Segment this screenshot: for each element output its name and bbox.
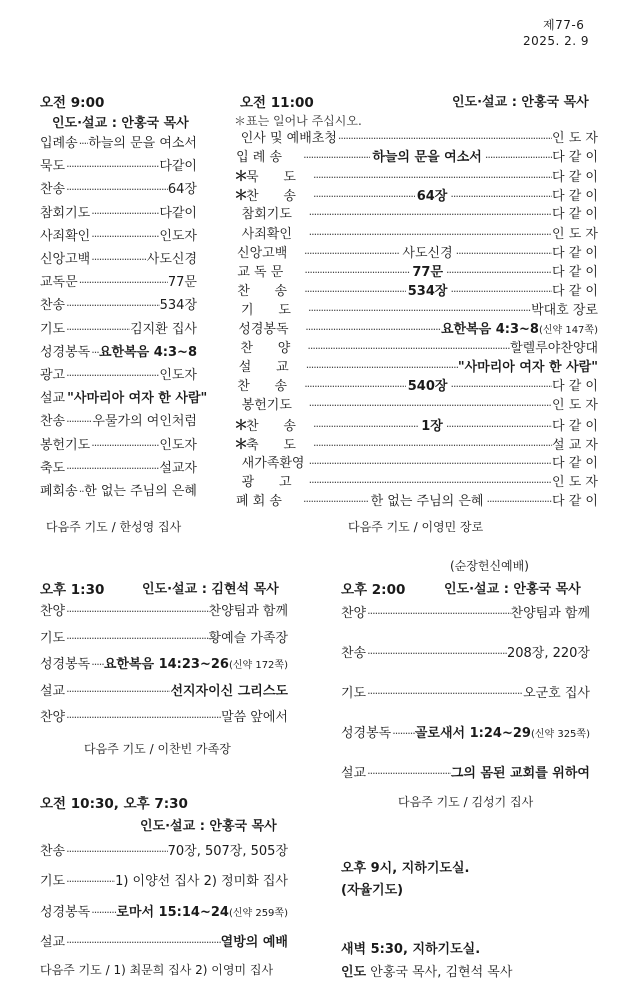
order-row <box>234 228 598 241</box>
order-row <box>40 485 197 498</box>
order-label: 성경봉독 <box>341 726 392 741</box>
order-value: 인 도 자 <box>552 474 598 490</box>
order-label: 찬송 <box>40 844 66 859</box>
dot-leader <box>90 659 104 670</box>
order-value: 다 같 이 <box>552 264 598 280</box>
order-row <box>341 767 590 780</box>
dot-leader <box>90 347 99 358</box>
order-value: 534장 <box>159 298 197 314</box>
order-row <box>40 160 197 173</box>
order-value: 박대호 장로 <box>531 302 598 318</box>
order-label: 기도 <box>40 874 66 890</box>
order-value: 다 같 이 <box>552 418 598 434</box>
order-detail: 한 없는 주님의 은혜 <box>370 493 484 509</box>
dot-leader <box>90 440 159 451</box>
dot-leader <box>445 267 552 278</box>
dot-leader <box>391 728 415 739</box>
order-value: 한 없는 주님의 은혜 <box>84 484 197 499</box>
order-label: 축 도 <box>246 437 296 453</box>
service-1030-leader: 인도·설교 : 안홍국 목사 <box>140 819 277 834</box>
order-row <box>234 151 598 164</box>
order-value: 인 도 자 <box>552 226 598 242</box>
order-value: 다 같 이 <box>552 283 598 299</box>
order-value: 요한복음 4:3~8 <box>440 322 539 337</box>
order-value: 다 같 이 <box>552 379 598 395</box>
order-row <box>234 170 598 184</box>
dot-leader <box>90 907 116 918</box>
order-row <box>234 399 598 412</box>
order-label: 찬 송 <box>246 418 296 434</box>
order-label: 교 독 문 <box>237 264 284 280</box>
order-row <box>234 132 598 145</box>
dot-leader <box>306 343 510 354</box>
order-value: 선지자이신 그리스도 <box>170 683 288 699</box>
order-label: 봉헌기도 <box>40 437 91 453</box>
order-row <box>40 183 197 196</box>
order-label: 광 고 <box>241 474 292 490</box>
service-2pm-title: 오후 2:00 <box>341 582 406 598</box>
dot-leader <box>65 712 221 723</box>
order-detail: 64장 <box>416 189 448 205</box>
service-130pm-leader: 인도·설교 : 김현석 목사 <box>142 582 279 597</box>
order-label: 사죄확인 <box>40 228 91 244</box>
order-label: 설교 <box>341 766 367 781</box>
dot-leader <box>65 937 221 948</box>
order-row <box>40 253 197 266</box>
page-reference: (신약 259쪽) <box>228 907 288 919</box>
order-value: 70장, 507장, 505장 <box>167 844 288 859</box>
order-label: 참회기도 <box>241 207 292 223</box>
dawn-prayer-leaders <box>341 961 512 980</box>
order-value: 인 도 자 <box>552 398 598 414</box>
dot-leader <box>65 324 130 335</box>
dot-leader <box>312 191 415 202</box>
order-value: 요한복음 4:3~8 <box>99 344 197 360</box>
dot-leader <box>304 324 441 335</box>
order-label: 폐회송 <box>40 484 78 499</box>
bulletin-date: 2025. 2. 9 <box>523 34 590 48</box>
dot-leader <box>65 184 168 195</box>
dawn-prayer-time: 새벽 5:30, 지하기도실. <box>341 942 481 957</box>
order-row <box>40 391 208 407</box>
dot-leader <box>65 300 160 311</box>
order-label: 입 례 송 <box>236 150 283 166</box>
dot-leader <box>65 463 159 474</box>
dot-leader <box>366 768 451 779</box>
order-detail: 하늘의 문을 여소서 <box>372 150 482 166</box>
order-detail: 1장 <box>421 418 443 434</box>
order-row <box>234 285 598 298</box>
dot-leader <box>90 231 159 242</box>
order-label: 봉헌기도 <box>241 398 292 414</box>
dot-leader <box>312 440 552 451</box>
order-label: 성경봉독 <box>40 344 91 360</box>
order-value: 다 같 이 <box>552 493 598 509</box>
dot-leader <box>65 416 92 427</box>
order-row <box>234 208 598 221</box>
order-row <box>234 189 598 203</box>
standing-note: ＊표는 일어나 주십시오. <box>234 114 362 128</box>
order-value: 우물가의 여인처럼 <box>92 414 197 430</box>
order-detail: 사도신경 <box>402 245 453 261</box>
order-row <box>234 438 598 452</box>
order-value: 사도신경 <box>146 252 197 267</box>
order-value: 김지환 집사 <box>130 321 197 337</box>
order-row <box>40 323 197 336</box>
dot-leader <box>303 267 410 278</box>
page-reference: (신약 147쪽) <box>538 325 598 336</box>
service-130pm-title: 오후 1:30 <box>40 582 105 598</box>
dot-leader <box>366 608 510 619</box>
dot-leader <box>307 305 531 316</box>
order-label: 새가족환영 <box>241 455 305 471</box>
order-row <box>40 462 197 475</box>
dot-leader <box>65 633 208 644</box>
order-value: 인도자 <box>159 228 197 244</box>
order-value: 골로새서 1:24~29 <box>414 726 531 741</box>
order-value: 인도자 <box>159 368 197 383</box>
order-row <box>341 687 590 700</box>
order-detail: 77문 <box>412 264 444 280</box>
order-value: 찬양팀과 함께 <box>208 604 288 619</box>
order-row <box>40 137 197 150</box>
order-value: 찬양팀과 함께 <box>510 606 590 621</box>
dawn-lead-names: 안홍국 목사, 김현석 목사 <box>370 965 513 980</box>
order-label: 찬송 <box>40 298 66 314</box>
order-value: 다 같 이 <box>552 245 598 261</box>
service-9am-title: 오전 9:00 <box>40 95 105 111</box>
service-2pm-subtitle: (순장헌신예배) <box>450 559 529 573</box>
night-prayer-time: 오후 9시, 지하기도실. <box>341 861 470 876</box>
order-label: 찬송 <box>40 414 66 430</box>
order-row <box>40 439 197 452</box>
order-value: 77문 <box>167 275 197 291</box>
order-label: 신앙고백 <box>40 252 91 267</box>
order-value: 64장 <box>167 182 197 198</box>
order-value: 다 같 이 <box>552 189 598 205</box>
page-reference: (신약 325쪽) <box>530 729 590 740</box>
order-row <box>40 207 197 220</box>
standing-mark: ＊ <box>234 436 248 453</box>
dot-leader <box>308 229 552 240</box>
standing-mark: ＊ <box>234 169 248 186</box>
order-row <box>234 247 598 260</box>
order-row <box>40 299 197 312</box>
dot-leader <box>449 191 552 202</box>
order-value: 로마서 15:14~24 <box>116 904 229 920</box>
dot-leader <box>312 421 419 432</box>
dot-leader <box>65 846 168 857</box>
dot-leader <box>312 172 552 183</box>
dot-leader <box>308 400 552 411</box>
order-label: 축도 <box>40 460 66 476</box>
order-row <box>40 658 288 671</box>
order-detail: 540장 <box>407 379 448 395</box>
order-label: 참회기도 <box>40 205 91 221</box>
service-11am-title: 오전 11:00 <box>240 95 314 111</box>
dot-leader <box>65 161 159 172</box>
order-row <box>40 605 288 618</box>
dot-leader <box>302 152 370 163</box>
page-reference: (신약 172쪽) <box>228 660 288 671</box>
order-row <box>341 647 590 660</box>
order-label: 성경봉독 <box>40 657 91 672</box>
dot-leader <box>449 286 552 297</box>
order-row <box>40 346 197 359</box>
order-value: 다 같 이 <box>552 455 598 471</box>
order-label: 찬 송 <box>246 189 296 205</box>
order-row <box>40 845 288 858</box>
order-label: 찬 양 <box>240 341 291 357</box>
order-row <box>40 685 288 698</box>
dot-leader <box>366 688 523 699</box>
order-label: 기도 <box>40 321 66 337</box>
order-detail: 534장 <box>407 283 448 299</box>
service-11am-leader: 인도·설교 : 안홍국 목사 <box>452 95 589 110</box>
order-row <box>341 727 590 740</box>
order-row <box>341 607 590 620</box>
order-label: 기도 <box>341 686 367 701</box>
order-value: 인 도 자 <box>552 131 598 146</box>
order-row <box>234 380 598 393</box>
order-value: "사마리아 여자 한 사람" <box>67 391 208 407</box>
order-row <box>234 323 598 336</box>
order-label: 기 도 <box>241 302 291 318</box>
service-2pm-leader: 인도·설교 : 안홍국 목사 <box>444 582 581 597</box>
dawn-lead-label: 인도 <box>341 965 367 980</box>
order-value: 다 같 이 <box>552 150 599 166</box>
order-label: 묵 도 <box>246 170 296 186</box>
service-1030-title: 오전 10:30, 오후 7:30 <box>40 796 188 812</box>
order-value: 다 같 이 <box>552 170 598 186</box>
order-label: 폐 회 송 <box>236 493 282 509</box>
order-row <box>40 936 288 949</box>
order-value: 열방의 예배 <box>220 934 288 950</box>
order-label: 사죄확인 <box>241 226 292 242</box>
dot-leader <box>65 876 115 887</box>
dot-leader <box>90 208 159 219</box>
dot-leader <box>78 277 168 288</box>
order-label: 교독문 <box>40 275 78 291</box>
service-9am-leader: 인도·설교 : 안홍국 목사 <box>52 116 189 131</box>
dot-leader <box>337 133 552 144</box>
dot-leader <box>366 648 507 659</box>
order-label: 광고 <box>40 368 66 383</box>
bulletin-number: 제77-6 <box>543 18 585 32</box>
order-label: 설교 <box>40 934 66 950</box>
dot-leader <box>302 496 369 507</box>
dot-leader <box>303 286 406 297</box>
order-value: 설 교 자 <box>552 437 598 453</box>
order-value: "사마리아 여자 한 사람" <box>457 360 598 376</box>
order-row <box>234 361 598 374</box>
order-label: 찬양 <box>40 710 66 725</box>
order-label: 설교 <box>40 683 66 699</box>
order-label: 성경봉독 <box>238 322 289 337</box>
dot-leader <box>303 381 406 392</box>
order-label: 찬양 <box>40 604 66 619</box>
order-row <box>40 369 197 382</box>
order-label: 설 교 <box>238 360 289 376</box>
order-value: 1) 이양선 집사 2) 정미화 집사 <box>115 874 288 890</box>
order-label: 입례송 <box>40 136 78 151</box>
order-label: 찬 송 <box>237 283 288 299</box>
order-row <box>234 476 598 489</box>
order-value: 황예슬 가족장 <box>208 630 288 646</box>
order-value: 오군호 집사 <box>523 686 590 701</box>
order-value: 다같이 <box>159 205 197 221</box>
dot-leader <box>303 248 400 259</box>
order-label: 설교 <box>40 391 66 407</box>
dot-leader <box>308 209 552 220</box>
order-label: 묵도 <box>40 159 66 175</box>
order-value: 할렐루야찬양대 <box>510 341 598 357</box>
service-130pm-next-prayer: 다음주 기도 / 이찬빈 가족장 <box>84 742 231 756</box>
service-2pm-next-prayer: 다음주 기도 / 김성기 집사 <box>398 795 534 809</box>
order-row <box>234 304 598 317</box>
dot-leader <box>90 254 147 265</box>
dot-leader <box>308 477 552 488</box>
order-value: 인도자 <box>159 437 197 453</box>
order-row <box>234 419 598 433</box>
order-label: 인사 및 예배초청 <box>240 131 337 146</box>
dot-leader <box>485 496 552 507</box>
order-label: 찬양 <box>341 606 367 621</box>
order-value: 208장, 220장 <box>506 646 590 661</box>
service-9am-next-prayer: 다음주 기도 / 한성영 집사 <box>46 520 182 534</box>
order-value: 하늘의 문을 여소서 <box>88 136 197 151</box>
order-label: 성경봉독 <box>40 904 91 920</box>
order-row <box>234 266 598 279</box>
order-value: 말씀 앞에서 <box>221 710 288 725</box>
standing-mark: ＊ <box>234 417 248 434</box>
dot-leader <box>305 362 458 373</box>
standing-mark: ＊ <box>234 188 248 205</box>
order-value: 설교자 <box>159 460 197 476</box>
dot-leader <box>484 152 552 163</box>
dot-leader <box>445 421 552 432</box>
dot-leader <box>308 458 552 469</box>
order-label: 기도 <box>40 630 66 646</box>
order-label: 찬 송 <box>237 379 288 395</box>
order-row <box>40 875 288 888</box>
dot-leader <box>65 686 170 697</box>
order-value: 다같이 <box>159 159 197 175</box>
order-row <box>234 342 598 355</box>
order-value: 그의 몸된 교회를 위하여 <box>450 766 590 781</box>
service-11am-next-prayer: 다음주 기도 / 이영민 장로 <box>348 520 484 534</box>
order-row <box>234 457 598 470</box>
service-1030-next-prayer: 다음주 기도 / 1) 최문희 집사 2) 이영미 집사 <box>40 963 274 977</box>
order-row <box>40 276 197 289</box>
order-label: 신앙고백 <box>237 245 288 261</box>
order-value: 다 같 이 <box>552 207 598 223</box>
dot-leader <box>455 248 552 259</box>
dot-leader <box>65 370 159 381</box>
dot-leader <box>449 381 552 392</box>
order-label: 찬송 <box>341 646 367 661</box>
dot-leader <box>78 138 89 149</box>
order-label: 찬송 <box>40 182 66 198</box>
order-row <box>40 632 288 645</box>
order-row <box>40 415 197 428</box>
night-prayer-note: (자율기도) <box>341 883 404 898</box>
order-row <box>234 495 598 508</box>
order-row <box>40 906 288 919</box>
dot-leader <box>65 606 208 617</box>
order-row <box>40 711 288 724</box>
order-value: 요한복음 14:23~26 <box>103 657 229 672</box>
order-row <box>40 230 197 243</box>
